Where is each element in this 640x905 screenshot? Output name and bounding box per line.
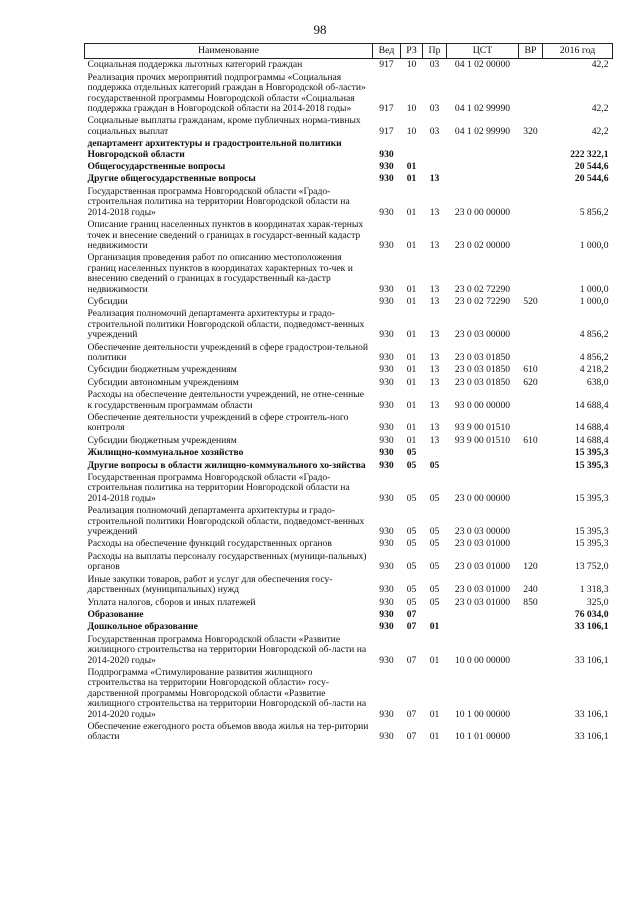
row-pr: 01 — [429, 731, 440, 743]
row-name: Субсидии автономным учреждениям — [87, 376, 239, 388]
row-pr: 13 — [429, 295, 440, 307]
row-sum: 42,2 — [591, 103, 609, 115]
row-cst: 23 0 02 00000 — [454, 239, 511, 251]
row-cst: 23 0 03 01000 — [454, 596, 511, 608]
row-pr — [423, 609, 447, 621]
row-cst: 93 9 00 01510 — [454, 422, 511, 434]
row-sum: 14 688,4 — [574, 434, 609, 446]
row-rz: 05 — [406, 538, 417, 550]
row-pr: 05 — [429, 561, 440, 573]
row-ved: 930 — [379, 708, 394, 720]
row-pr: 05 — [429, 538, 440, 550]
table-row — [85, 138, 613, 161]
header-pr: Пр — [423, 44, 447, 59]
row-rz: 01 — [406, 364, 417, 376]
row-vr — [519, 72, 543, 116]
row-pr: 05 — [429, 596, 440, 608]
table-row — [85, 219, 613, 252]
row-vr — [519, 308, 543, 341]
row-ved: 930 — [379, 621, 394, 633]
row-sum: 4 856,2 — [579, 351, 609, 363]
row-name: Уплата налогов, сборов и иных платежей — [87, 596, 256, 608]
row-name: Расходы на обеспечение функций государственных органов — [87, 538, 332, 550]
row-vr — [519, 621, 543, 633]
row-ved: 930 — [379, 422, 394, 434]
row-cst — [447, 161, 519, 173]
row-name: Субсидии бюджетным учреждениям — [87, 364, 237, 376]
row-pr: 05 — [429, 459, 440, 471]
row-pr: 03 — [429, 59, 440, 71]
row-sum: 20 544,6 — [574, 161, 609, 173]
row-vr — [519, 389, 543, 412]
row-cst: 23 0 03 01000 — [454, 538, 511, 550]
row-sum: 1 318,3 — [579, 584, 609, 596]
row-pr: 03 — [429, 125, 440, 137]
table-row — [85, 161, 613, 173]
row-cst — [447, 173, 519, 185]
row-vr — [519, 472, 543, 505]
table-row — [85, 308, 613, 341]
row-vr: 240 — [523, 584, 538, 596]
row-vr — [519, 538, 543, 550]
row-name: Дошкольное образование — [87, 621, 198, 633]
row-sum: 15 395,3 — [574, 526, 609, 538]
row-ved: 930 — [379, 161, 394, 173]
row-vr — [519, 252, 543, 296]
row-name: Субсидии бюджетным учреждениям — [87, 434, 237, 446]
row-vr — [519, 173, 543, 185]
row-ved: 930 — [379, 329, 394, 341]
row-rz: 01 — [406, 422, 417, 434]
row-name: Расходы на выплаты персоналу государственных (муници-пальных) органов — [87, 550, 367, 573]
row-sum: 4 856,2 — [579, 329, 609, 341]
row-vr — [519, 721, 543, 744]
page-number: 98 — [313, 22, 327, 37]
row-cst: 10 0 00 00000 — [454, 654, 511, 666]
row-rz: 01 — [406, 376, 417, 388]
row-name: Государственная программа Новгородской области «Развитие жилищного строительства на территории Новгородской об-ласти на 2014-2020 годы» — [87, 633, 367, 666]
row-cst: 93 0 00 00000 — [454, 399, 511, 411]
table-body — [85, 59, 613, 744]
row-rz: 05 — [406, 596, 417, 608]
row-vr — [519, 667, 543, 721]
table-row — [85, 377, 613, 389]
row-cst — [447, 460, 519, 472]
table-row — [85, 252, 613, 296]
row-vr — [519, 342, 543, 365]
row-ved: 930 — [379, 561, 394, 573]
table-row — [85, 538, 613, 550]
row-rz: 05 — [406, 492, 417, 504]
table-header — [85, 44, 613, 59]
row-sum: 1 000,0 — [579, 295, 609, 307]
row-ved: 930 — [379, 351, 394, 363]
row-rz: 01 — [406, 206, 417, 218]
row-ved: 917 — [379, 59, 394, 71]
row-rz — [401, 138, 423, 161]
row-sum: 325,0 — [586, 596, 609, 608]
header-cst: ЦСТ — [447, 44, 519, 59]
row-sum: 1 000,0 — [579, 239, 609, 251]
row-sum: 5 856,2 — [579, 206, 609, 218]
row-sum: 13 752,0 — [574, 561, 609, 573]
row-cst: 04 1 02 00000 — [454, 59, 511, 71]
row-name: департамент архитектуры и градостроительной политики Новгородской области — [87, 138, 342, 160]
row-vr — [519, 161, 543, 173]
row-rz: 01 — [406, 329, 417, 341]
table-row — [85, 634, 613, 667]
row-sum: 1 000,0 — [579, 283, 609, 295]
row-name: Подпрограмма «Стимулирование развития жилищного строительства на территории Новгородской области» госу-дарственной программы Новгородской области «Развитие жилищного строительства на территории Новгородской об-ласти на 2014-2020 годы» — [87, 666, 367, 720]
table-row — [85, 342, 613, 365]
table-row — [85, 173, 613, 185]
table-row — [85, 115, 613, 138]
header-ved: Вед — [373, 44, 401, 59]
row-sum: 4 218,2 — [579, 364, 609, 376]
row-cst — [447, 609, 519, 621]
row-vr — [519, 138, 543, 161]
row-name: Реализация полномочий департамента архитектуры и градо-строительной политики Новгородской области, подведомст-венных учреждений — [87, 505, 365, 538]
row-name: Образование — [87, 608, 144, 620]
row-sum: 14 688,4 — [574, 399, 609, 411]
row-cst: 23 0 03 01000 — [454, 561, 511, 573]
row-pr: 05 — [429, 584, 440, 596]
row-pr: 05 — [429, 492, 440, 504]
row-name: Описание границ населенных пунктов в координатах харак-терных точек и внесение сведений о границах в государст-венный кадастр недвижимости — [87, 219, 364, 251]
row-ved: 930 — [379, 538, 394, 550]
row-name: Государственная программа Новгородской области «Градо-строительная политика на территории Новгородской области на 2014-2018 годы» — [87, 472, 350, 504]
table-row — [85, 472, 613, 505]
table-row — [85, 621, 613, 633]
row-cst: 93 9 00 01510 — [454, 434, 511, 446]
row-ved: 930 — [379, 364, 394, 376]
budget-table — [84, 43, 613, 744]
row-cst: 04 1 02 99990 — [454, 103, 511, 115]
row-name: Организация проведения работ по описанию местоположения границ населенных пунктов в координатах характерных то-чек и внесению сведений о границах в государственный ка-дастр недвижимости — [87, 252, 353, 295]
row-vr: 120 — [523, 561, 538, 573]
row-name: Жилищно-коммунальное хозяйство — [87, 447, 244, 459]
row-sum: 638,0 — [586, 376, 609, 388]
row-pr: 13 — [429, 434, 440, 446]
table-row — [85, 551, 613, 574]
table-row — [85, 364, 613, 376]
row-rz: 01 — [406, 283, 417, 295]
row-ved: 930 — [379, 399, 394, 411]
row-pr: 01 — [429, 654, 440, 666]
row-pr: 13 — [429, 206, 440, 218]
table-row — [85, 186, 613, 219]
row-ved: 917 — [379, 125, 394, 137]
row-pr: 13 — [429, 376, 440, 388]
table-row — [85, 597, 613, 609]
row-pr: 01 — [429, 621, 440, 633]
row-ved: 930 — [379, 584, 394, 596]
row-name: Обеспечение деятельности учреждений в сфере градострои-тельной политики — [87, 341, 368, 363]
row-rz: 01 — [406, 173, 417, 185]
row-sum: 76 034,0 — [574, 608, 609, 620]
table-row — [85, 460, 613, 472]
row-ved: 930 — [379, 148, 394, 160]
row-cst: 04 1 02 99990 — [454, 125, 511, 137]
row-ved: 930 — [379, 608, 394, 620]
row-pr: 13 — [429, 239, 440, 251]
row-cst — [447, 138, 519, 161]
row-rz: 05 — [406, 584, 417, 596]
row-vr — [519, 186, 543, 219]
row-pr: 13 — [429, 283, 440, 295]
row-cst: 23 0 02 72290 — [454, 283, 511, 295]
row-pr: 13 — [429, 399, 440, 411]
row-vr — [519, 447, 543, 459]
row-vr — [519, 634, 543, 667]
row-rz: 07 — [406, 608, 417, 620]
row-name: Иные закупки товаров, работ и услуг для обеспечения госу-дарственных (муниципальных) нужд — [87, 573, 333, 596]
row-rz: 01 — [406, 239, 417, 251]
table-row — [85, 296, 613, 308]
row-sum: 20 544,6 — [574, 173, 609, 185]
row-rz: 05 — [406, 561, 417, 573]
row-rz: 01 — [406, 161, 417, 173]
row-cst: 23 0 03 01000 — [454, 584, 511, 596]
row-pr: 13 — [429, 351, 440, 363]
row-rz: 05 — [406, 459, 417, 471]
header-year: 2016 год — [543, 44, 613, 59]
row-name: Реализация прочих мероприятий подпрограммы «Социальная поддержка отдельных категорий граждан в Новгородской об-ласти» государственной программы Новгородской области «Социальная поддержка граждан в Новгородской области на 2014-2018 годы» — [87, 71, 366, 115]
row-pr: 05 — [429, 526, 440, 538]
row-name: Другие вопросы в области жилищно-коммунального хо-зяйства — [87, 459, 366, 471]
row-vr: 620 — [523, 376, 538, 388]
row-cst: 23 0 03 01850 — [454, 351, 511, 363]
row-sum: 15 395,3 — [574, 447, 609, 459]
table-row — [85, 412, 613, 435]
table-row — [85, 505, 613, 538]
row-sum: 14 688,4 — [574, 422, 609, 434]
row-pr: 13 — [429, 329, 440, 341]
row-rz: 01 — [406, 351, 417, 363]
row-cst: 23 0 03 01850 — [454, 376, 511, 388]
table-row — [85, 609, 613, 621]
header-vr: ВР — [519, 44, 543, 59]
row-cst: 23 0 03 00000 — [454, 526, 511, 538]
row-name: Социальные выплаты гражданам, кроме публичных норма-тивных социальных выплат — [87, 115, 361, 137]
row-sum: 42,2 — [591, 125, 609, 137]
row-cst: 23 0 03 00000 — [454, 329, 511, 341]
row-vr — [519, 460, 543, 472]
row-ved: 930 — [379, 731, 394, 743]
row-pr: 13 — [429, 364, 440, 376]
row-vr — [519, 505, 543, 538]
row-cst: 23 0 02 72290 — [454, 295, 511, 307]
row-rz: 10 — [406, 103, 417, 115]
row-sum: 15 395,3 — [574, 492, 609, 504]
row-sum: 33 106,1 — [574, 708, 609, 720]
row-pr — [423, 138, 447, 161]
row-rz: 01 — [406, 295, 417, 307]
row-rz: 07 — [406, 654, 417, 666]
row-ved: 930 — [379, 434, 394, 446]
row-sum: 33 106,1 — [574, 621, 609, 633]
row-sum: 33 106,1 — [574, 654, 609, 666]
row-ved: 930 — [379, 376, 394, 388]
row-ved: 930 — [379, 459, 394, 471]
table-row — [85, 447, 613, 459]
header-rz: РЗ — [401, 44, 423, 59]
row-cst: 23 0 00 00000 — [454, 492, 511, 504]
row-vr — [519, 59, 543, 72]
row-ved: 930 — [379, 295, 394, 307]
row-ved: 930 — [379, 492, 394, 504]
row-vr — [519, 609, 543, 621]
row-sum: 15 395,3 — [574, 459, 609, 471]
table-row — [85, 389, 613, 412]
row-rz: 01 — [406, 434, 417, 446]
row-ved: 930 — [379, 239, 394, 251]
row-sum: 15 395,3 — [574, 538, 609, 550]
row-ved: 930 — [379, 283, 394, 295]
row-vr: 320 — [523, 125, 538, 137]
row-name: Расходы на обеспечение деятельности учреждений, не отне-сенные к государственным программам области — [87, 389, 364, 411]
row-vr: 610 — [523, 434, 538, 446]
row-ved: 930 — [379, 206, 394, 218]
row-rz: 05 — [406, 447, 417, 459]
table-row — [85, 72, 613, 116]
row-pr — [423, 161, 447, 173]
row-name: Другие общегосударственные вопросы — [87, 173, 256, 185]
row-ved: 917 — [379, 103, 394, 115]
row-pr — [423, 447, 447, 459]
row-ved: 930 — [379, 526, 394, 538]
row-vr — [519, 412, 543, 435]
row-ved: 930 — [379, 447, 394, 459]
row-name: Государственная программа Новгородской области «Градо-строительная политика на территории Новгородской области на 2014-2018 годы» — [87, 185, 350, 218]
row-vr: 610 — [523, 364, 538, 376]
row-cst: 23 0 03 01850 — [454, 364, 511, 376]
row-cst: 10 1 00 00000 — [454, 708, 511, 720]
table-row — [85, 59, 613, 72]
row-name: Обеспечение деятельности учреждений в сфере строитель-ного контроля — [87, 412, 349, 434]
table-row — [85, 721, 613, 744]
row-pr: 13 — [429, 173, 440, 185]
row-cst: 23 0 00 00000 — [454, 206, 511, 218]
row-rz: 05 — [406, 526, 417, 538]
row-pr: 13 — [429, 422, 440, 434]
row-cst: 10 1 01 00000 — [454, 731, 511, 743]
row-name: Реализация полномочий департамента архитектуры и градо-строительной политики Новгородской области, подведомст-венных учреждений — [87, 308, 365, 341]
row-sum: 222 322,1 — [570, 148, 609, 160]
row-pr: 01 — [429, 708, 440, 720]
row-cst — [447, 447, 519, 459]
row-cst — [447, 621, 519, 633]
row-ved: 930 — [379, 654, 394, 666]
row-vr: 520 — [523, 295, 538, 307]
row-rz: 07 — [406, 621, 417, 633]
row-rz: 10 — [406, 59, 417, 71]
row-rz: 01 — [406, 399, 417, 411]
row-rz: 07 — [406, 731, 417, 743]
table-row — [85, 667, 613, 721]
row-vr — [519, 219, 543, 252]
table-row — [85, 435, 613, 447]
row-ved: 930 — [379, 596, 394, 608]
row-ved: 930 — [379, 173, 394, 185]
row-name: Обеспечение ежегодного роста объемов ввода жилья на тер-ритории области — [87, 720, 369, 743]
table-row — [85, 574, 613, 597]
row-name: Субсидии — [87, 295, 128, 307]
row-rz: 10 — [406, 125, 417, 137]
row-pr: 03 — [429, 103, 440, 115]
row-sum: 33 106,1 — [574, 731, 609, 743]
row-name: Общегосударственные вопросы — [87, 161, 226, 173]
row-sum: 42,2 — [591, 59, 609, 71]
header-name: Наименование — [85, 44, 373, 59]
row-vr: 850 — [523, 596, 538, 608]
row-name: Социальная поддержка льготных категорий граждан — [87, 59, 303, 71]
row-rz: 07 — [406, 708, 417, 720]
